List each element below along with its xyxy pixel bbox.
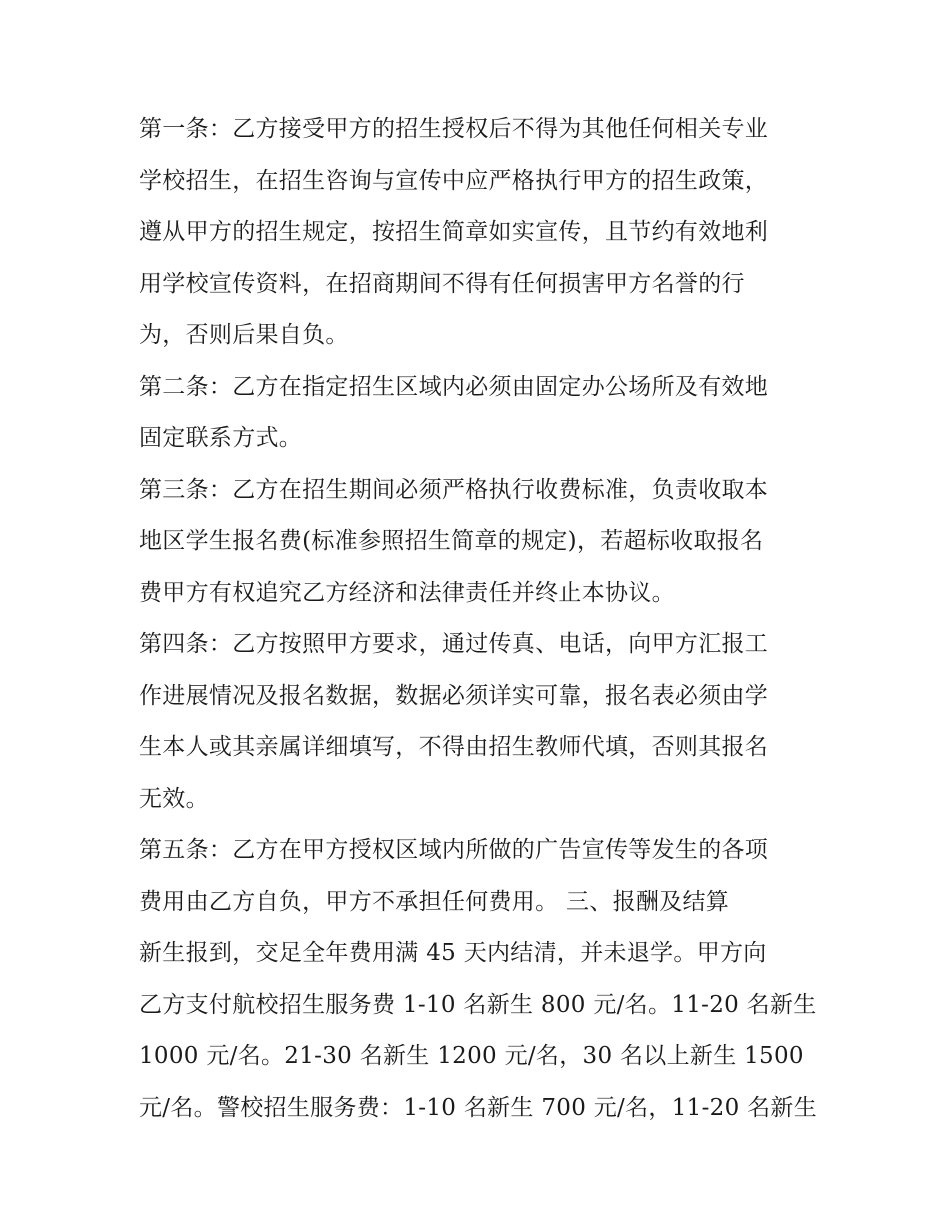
text-line: 固定联系方式。 (139, 425, 303, 451)
text-line: 无效。 (139, 785, 209, 812)
text-line: 费甲方有权追究乙方经济和法律责任并终止本协议。 (139, 579, 675, 606)
text-line: 费用由乙方自负，甲方不承担任何费用。 三、报酬及结算 (139, 888, 730, 915)
text-line: 为，否则后果自负。 (139, 322, 349, 348)
text-line: 第二条：乙方在指定招生区域内必须由固定办公场所及有效地 (139, 373, 769, 400)
document-body (139, 104, 819, 1134)
text-line: 元/名。警校招生服务费：1-10 名新生 700 元/名，11-20 名新生 (139, 1094, 818, 1121)
text-line: 第一条：乙方接受甲方的招生授权后不得为其他任何相关专业 (139, 116, 769, 142)
text-line: 第四条：乙方按照甲方要求，通过传真、电话，向甲方汇报工 (139, 631, 769, 657)
text-line: 1000 元/名。21-30 名新生 1200 元/名，30 名以上新生 1500 (139, 1043, 804, 1069)
text-line: 第五条：乙方在甲方授权区域内所做的广告宣传等发生的各项 (139, 837, 769, 863)
text-line: 新生报到，交足全年费用满 45 天内结清，并未退学。甲方向 (139, 940, 767, 966)
text-line: 学校招生，在招生咨询与宣传中应严格执行甲方的招生政策， (139, 167, 769, 194)
text-line: 地区学生报名费(标准参照招生简章的规定)，若超标收取报名 (139, 528, 764, 554)
text-line: 乙方支付航校招生服务费 1-10 名新生 800 元/名。11-20 名新生 (139, 991, 817, 1018)
text-line: 作进展情况及报名数据，数据必须详实可靠，报名表必须由学 (139, 682, 769, 709)
text-line: 生本人或其亲属详细填写，不得由招生教师代填，否则其报名 (139, 734, 769, 760)
text-line: 第三条：乙方在招生期间必须严格执行收费标准，负责收取本 (139, 476, 769, 503)
text-line: 遵从甲方的招生规定，按招生简章如实宣传，且节约有效地利 (139, 219, 769, 245)
text-line: 用学校宣传资料，在招商期间不得有任何损害甲方名誉的行 (139, 270, 745, 297)
